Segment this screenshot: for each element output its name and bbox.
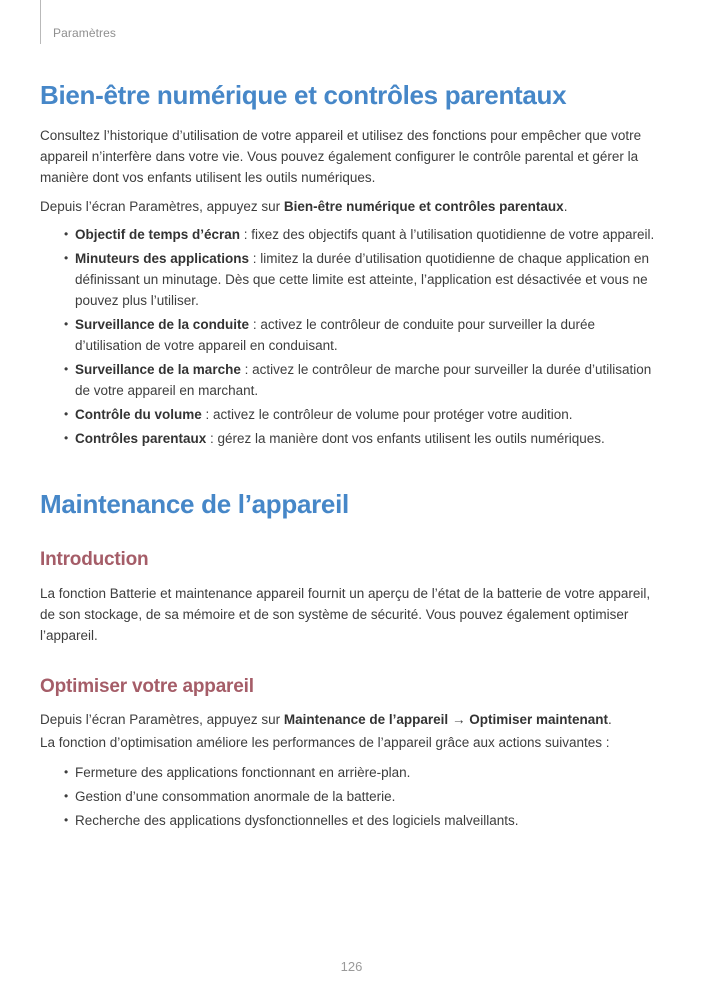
wellbeing-intro-paragraph: Consultez l’historique d’utilisation de votre appareil et utilisez des fonctions pour empêcher que votre appareil n’interfère dans votre vie. Vous pouvez également configurer le contrôle parental et gérer la manière dont vos enfants utilisent les outils numériques. — [40, 128, 642, 185]
list-item-text — [75, 248, 663, 311]
bullet-icon: • — [64, 362, 69, 376]
bullet-icon: • — [64, 317, 69, 331]
bullet-icon: • — [64, 407, 69, 421]
bullet-text: Recherche des applications dysfonctionnelles et des logiciels malveillants. — [75, 813, 519, 828]
bullet-icon: • — [64, 227, 69, 241]
bullet-icon: • — [64, 431, 69, 445]
list-item-text — [75, 314, 663, 356]
bullet-icon: • — [64, 251, 69, 265]
list-item — [64, 786, 663, 807]
wellbeing-bullet-list — [40, 224, 663, 449]
path-bold: Optimiser maintenant — [469, 712, 608, 727]
arrow-glyph: → — [448, 712, 470, 727]
introduction-paragraph: La fonction Batterie et maintenance appareil fournit un aperçu de l’état de la batterie de votre appareil, de son stockage, de sa mémoire et de son système de sécurité. Vous pouvez également optimiser l’appareil. — [40, 586, 651, 643]
list-item — [64, 404, 663, 425]
bullet-label: Minuteurs des applications — [75, 251, 250, 266]
bullet-icon: • — [64, 789, 69, 803]
list-item-text — [75, 404, 663, 425]
bullet-label: Surveillance de la marche — [75, 362, 241, 377]
path-prefix: Depuis l’écran Paramètres, appuyez sur — [40, 712, 284, 727]
section-title-wellbeing: Bien-être numérique et contrôles parentaux — [40, 80, 567, 110]
list-item-text — [75, 224, 663, 245]
list-item — [64, 428, 663, 449]
sub-title-optimize: Optimiser votre appareil — [40, 676, 254, 697]
bullet-text: : fixez des objectifs quant à l’utilisation quotidienne de votre appareil. — [240, 227, 655, 242]
list-item — [64, 762, 663, 783]
bullet-text: : activez le contrôleur de marche pour surveiller la durée d’utilisation de votre appareil en marchant. — [75, 362, 652, 398]
list-item — [64, 248, 663, 311]
bullet-icon: • — [64, 765, 69, 779]
path-suffix: . — [563, 199, 568, 214]
list-item — [64, 314, 663, 356]
path-bold: Bien-être numérique et contrôles parentaux — [283, 199, 564, 214]
wellbeing-path-paragraph — [40, 196, 663, 217]
bullet-label: Contrôles parentaux — [75, 431, 207, 446]
chapter-header — [40, 0, 116, 44]
bullet-text: Gestion d’une consommation anormale de la batterie. — [75, 789, 396, 804]
bullet-label: Surveillance de la conduite — [75, 317, 250, 332]
bullet-text: : activez le contrôleur de volume pour protéger votre audition. — [201, 407, 573, 422]
bullet-text: : activez le contrôleur de conduite pour surveiller la durée d’utilisation de votre appareil en conduisant. — [75, 317, 595, 353]
path-prefix: Depuis l’écran Paramètres, appuyez sur — [40, 199, 284, 214]
bullet-icon: • — [64, 813, 69, 827]
optimize-path-paragraph — [40, 709, 663, 730]
bullet-text: : limitez la durée d’utilisation quotidienne de chaque application en définissant un minutage. Dès que cette limite est atteinte, l’application est désactivée et vous ne pouvez plus l’utiliser. — [75, 251, 650, 308]
list-item-text — [75, 428, 663, 449]
path-suffix: . — [607, 712, 612, 727]
path-bold: Maintenance de l’appareil — [283, 712, 449, 727]
list-item — [64, 810, 663, 831]
bullet-text: : gérez la manière dont vos enfants utilisent les outils numériques. — [206, 431, 605, 446]
list-item — [64, 224, 663, 245]
optimize-bullet-list — [40, 762, 663, 831]
list-item-text — [75, 359, 663, 401]
page-content — [0, 78, 703, 831]
page-number: 126 — [340, 959, 363, 974]
section-title-maintenance: Maintenance de l’appareil — [40, 489, 349, 519]
chapter-label: Paramètres — [53, 26, 117, 40]
optimize-desc-paragraph: La fonction d’optimisation améliore les performances de l’appareil grâce aux actions suivantes : — [40, 735, 610, 750]
bullet-label: Contrôle du volume — [75, 407, 202, 422]
sub-title-introduction: Introduction — [40, 549, 149, 570]
bullet-label: Objectif de temps d’écran — [75, 227, 241, 242]
bullet-text: Fermeture des applications fonctionnant en arrière-plan. — [75, 765, 411, 780]
list-item — [64, 359, 663, 401]
